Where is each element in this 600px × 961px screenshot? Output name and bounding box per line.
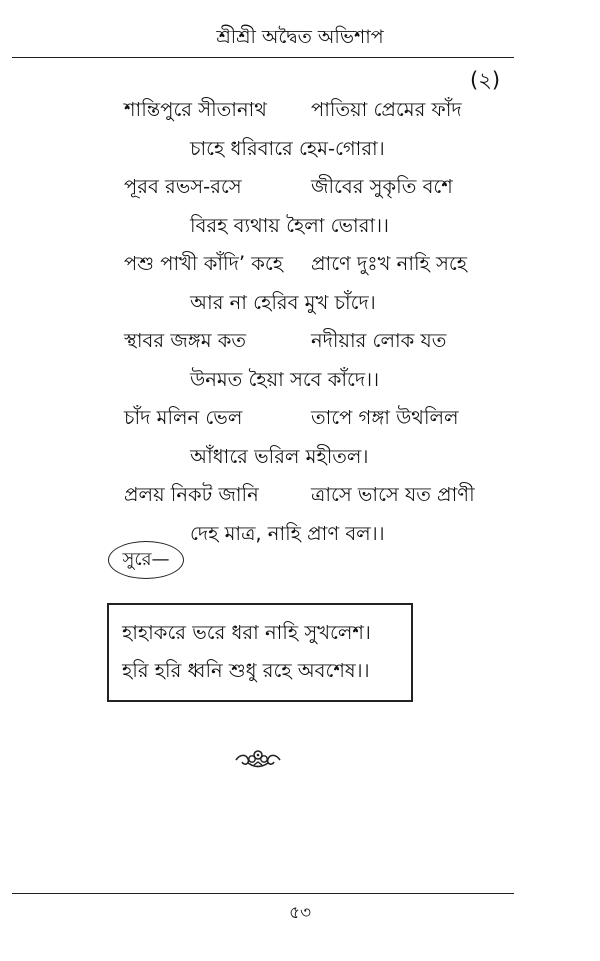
floral-ornament-icon (234, 746, 282, 772)
verse-line-second-half: জীবের সুকৃতি বশে (311, 175, 453, 198)
header-rule (12, 57, 514, 58)
verse-refrain-text: আর না হেরিব মুখ চাঁদে। (190, 290, 376, 314)
verse-refrain-text: আঁধারে ভরিল মহীতল। (190, 444, 369, 468)
verse-refrain-line (0, 212, 600, 251)
verse-body (0, 96, 600, 558)
verse-line (0, 481, 600, 520)
running-header-title: শ্রীশ্রী অদ্বৈত অভিশাপ (216, 26, 384, 48)
verse-line (0, 250, 600, 289)
tune-marker: সুরে— (108, 541, 184, 579)
boxed-couplet-line: হাহাকরে ভরে ধরা নাহি সুখলেশ। (122, 621, 371, 644)
verse-refrain-line (0, 520, 600, 559)
verse-line-second-half: পাতিয়া প্রেমের ফাঁদ (311, 98, 462, 121)
boxed-couplet (107, 603, 413, 702)
verse-refrain-line (0, 135, 600, 174)
verse-refrain-line (0, 366, 600, 405)
verse-refrain-text: বিরহ ব্যথায় হৈলা ভোরা।। (190, 213, 390, 237)
boxed-couplet-line: হরি হরি ধ্বনি শুধু রহে অবশেষ।। (122, 659, 370, 682)
verse-line-second-half: তাপে গঙ্গা উথলিল (311, 406, 459, 429)
verse-refrain-line (0, 443, 600, 482)
verse-line-first-half: প্রলয় নিকট জানি (124, 483, 259, 506)
verse-refrain-text: চাহে ধরিবারে হেম-গোরা। (190, 136, 385, 160)
section-number: (২) (470, 68, 501, 92)
verse-refrain-text: দেহ মাত্র, নাহি প্রাণ বল।। (190, 521, 385, 545)
verse-line-second-half: প্রাণে দুঃখ নাহি সহে (311, 252, 467, 275)
verse-line-second-half: ত্রাসে ভাসে যত প্রাণী (311, 483, 475, 506)
verse-line-first-half: চাঁদ মলিন ভেল (124, 406, 243, 429)
verse-refrain-line (0, 289, 600, 328)
verse-line-second-half: নদীয়ার লোক যত (311, 329, 447, 352)
verse-line-first-half: স্থাবর জঙ্গম কত (124, 329, 247, 352)
page-number: ৫৩ (288, 903, 312, 923)
verse-line-first-half: শান্তিপুরে সীতানাথ (124, 98, 267, 121)
verse-line-first-half: পশু পাখী কাঁদি’ কহে (124, 252, 283, 275)
footer-rule (12, 893, 514, 894)
verse-line (0, 404, 600, 443)
verse-line (0, 327, 600, 366)
verse-line-first-half: পূরব রভস-রসে (124, 175, 242, 198)
verse-refrain-text: উনমত হৈয়া সবে কাঁদে।। (190, 367, 380, 391)
verse-line (0, 96, 600, 135)
verse-line (0, 173, 600, 212)
